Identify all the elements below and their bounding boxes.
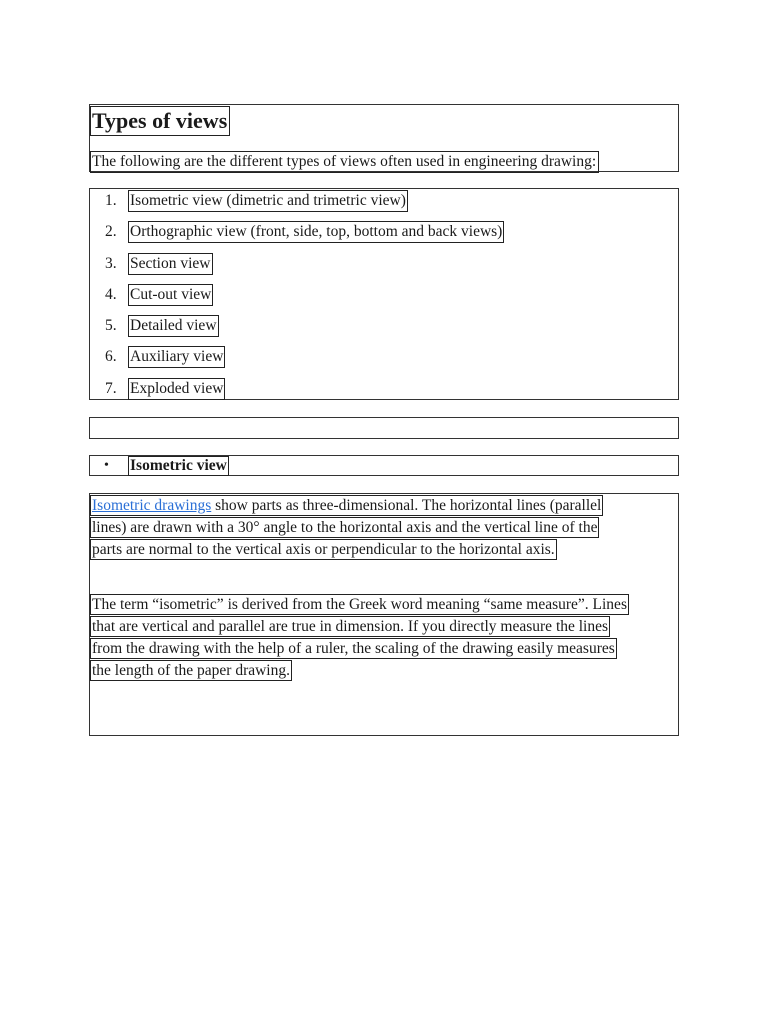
- list-item-label: Cut-out view: [128, 284, 213, 306]
- paragraph-line: that are vertical and parallel are true in dimension. If you directly measure the lines: [92, 618, 609, 635]
- intro-text: The following are the different types of views often used in engineering drawing:: [90, 151, 599, 173]
- list-item-label: Exploded view: [128, 378, 225, 400]
- isometric-drawings-link[interactable]: Isometric drawings: [92, 497, 212, 514]
- isometric-heading: Isometric view: [130, 457, 227, 474]
- paragraph-line: the length of the paper drawing.: [92, 662, 290, 679]
- list-item-label: Detailed view: [128, 315, 219, 337]
- paragraph-line: parts are normal to the vertical axis or perpendicular to the horizontal axis.: [92, 541, 555, 558]
- list-item-label: Section view: [128, 253, 213, 275]
- bullet-icon: •: [104, 458, 109, 473]
- isometric-body-block: [89, 493, 679, 736]
- isometric-paragraph-1: [90, 495, 680, 561]
- section-header-block: [89, 104, 679, 172]
- view-types-list-block: [89, 188, 679, 400]
- list-item-number: 3.: [105, 255, 117, 272]
- empty-block: [89, 417, 679, 439]
- list-item-number: 5.: [105, 317, 117, 334]
- isometric-heading-block: [89, 455, 679, 476]
- list-item-label: Orthographic view (front, side, top, bottom and back views): [128, 221, 504, 243]
- list-item-number: 4.: [105, 286, 117, 303]
- paragraph-line: [90, 495, 603, 516]
- paragraph-line: from the drawing with the help of a ruler, the scaling of the drawing easily measures: [92, 640, 615, 657]
- list-item-label: Isometric view (dimetric and trimetric view): [128, 190, 408, 212]
- paragraph-line: lines) are drawn with a 30° angle to the horizontal axis and the vertical line of the: [92, 519, 598, 536]
- paragraph-line: The term “isometric” is derived from the Greek word meaning “same measure”. Lines: [92, 596, 627, 613]
- paragraph-line-text: show parts as three-dimensional. The horizontal lines (parallel: [211, 497, 602, 514]
- list-item-label: Auxiliary view: [128, 346, 225, 368]
- isometric-paragraph-2: [90, 594, 680, 682]
- page-title: Types of views: [90, 106, 230, 136]
- list-item-number: 1.: [105, 192, 117, 209]
- list-item-number: 6.: [105, 348, 117, 365]
- list-item-number: 2.: [105, 223, 117, 240]
- list-item-number: 7.: [105, 380, 117, 397]
